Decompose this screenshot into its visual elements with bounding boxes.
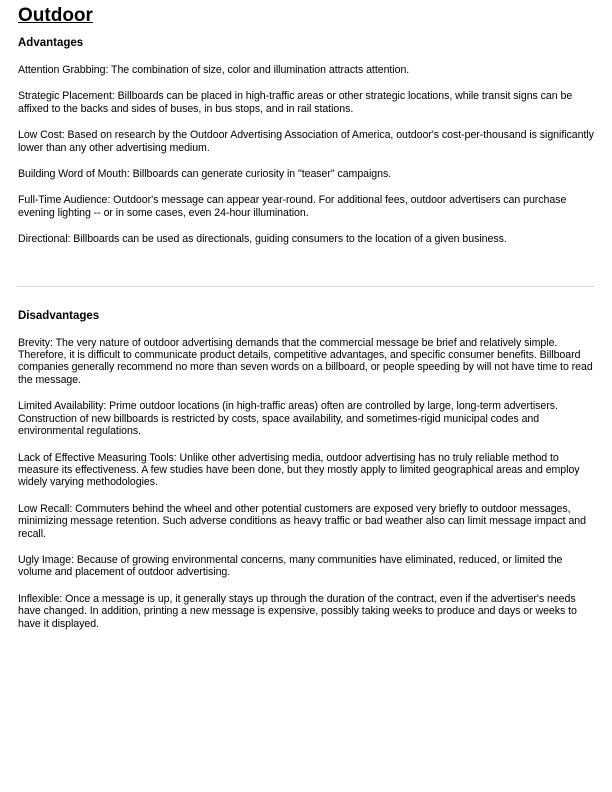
- disadvantages-heading: Disadvantages: [18, 309, 100, 322]
- disadvantage-low-recall: Low Recall: Commuters behind the wheel and other potential customers are exposed very briefly to outdoor messages, minimizing message retention. Such adverse conditions as heavy traffic or bad weather also can limit message impact and recall.: [18, 502, 586, 540]
- disadvantage-limited-availability: Limited Availability: Prime outdoor locations (in high-traffic areas) often are controlled by large, long-term advertisers. Construction of new billboards is restricted by costs, space availability, and sometimes-rigid municipal codes and environmental regulations.: [18, 400, 558, 438]
- disadvantage-measuring-tools: Lack of Effective Measuring Tools: Unlike other advertising media, outdoor advertising has no truly reliable method to measure its effectiveness. A few studies have been done, but they mostly apply to limited geographical areas and employ widely varying methodologies.: [18, 451, 580, 489]
- advantage-word-of-mouth: Building Word of Mouth: Billboards can generate curiosity in "teaser" campaigns.: [18, 168, 392, 181]
- document-page: [18, 4, 598, 644]
- page-title: Outdoor: [18, 5, 93, 26]
- advantage-low-cost: Low Cost: Based on research by the Outdoor Advertising Association of America, outdoor's cost-per-thousand is significantly lower than any other advertising medium.: [18, 129, 594, 154]
- disadvantage-ugly-image: Ugly Image: Because of growing environmental concerns, many communities have eliminated, reduced, or limited the volume and placement of outdoor advertising.: [18, 553, 563, 579]
- advantage-directional: Directional: Billboards can be used as directionals, guiding consumers to the location of a given business.: [18, 233, 507, 246]
- disadvantages-section: [18, 309, 598, 630]
- advantage-attention-grabbing: Attention Grabbing: The combination of size, color and illumination attracts attention.: [18, 64, 410, 76]
- advantages-section: [18, 36, 598, 246]
- disadvantage-brevity: Brevity: The very nature of outdoor advertising demands that the commercial message be brief and relatively simple. Therefore, it is difficult to communicate product details, competitive advantages, and specific consumer benefits. Billboard companies generally recommend no more than seven words on a billboard, or people speeding by will not have time to read the message.: [18, 336, 593, 386]
- advantage-full-time-audience: Full-Time Audience: Outdoor's message can appear year-round. For additional fees, outdoor advertisers can purchase evening lighting -- or in some cases, even 24-hour illumination.: [18, 194, 567, 219]
- disadvantage-inflexible: Inflexible: Once a message is up, it generally stays up through the duration of the contract, even if the advertiser's needs have changed. In addition, printing a new message is expensive, possibly taking weeks to produce and days or weeks to have it displayed.: [18, 592, 577, 630]
- advantage-strategic-placement: Strategic Placement: Billboards can be placed in high-traffic areas or other strategic locations, while transit signs can be affixed to the backs and sides of buses, in bus stops, and in rail stations.: [18, 90, 573, 115]
- section-divider: [17, 286, 594, 287]
- advantages-heading: Advantages: [18, 37, 84, 49]
